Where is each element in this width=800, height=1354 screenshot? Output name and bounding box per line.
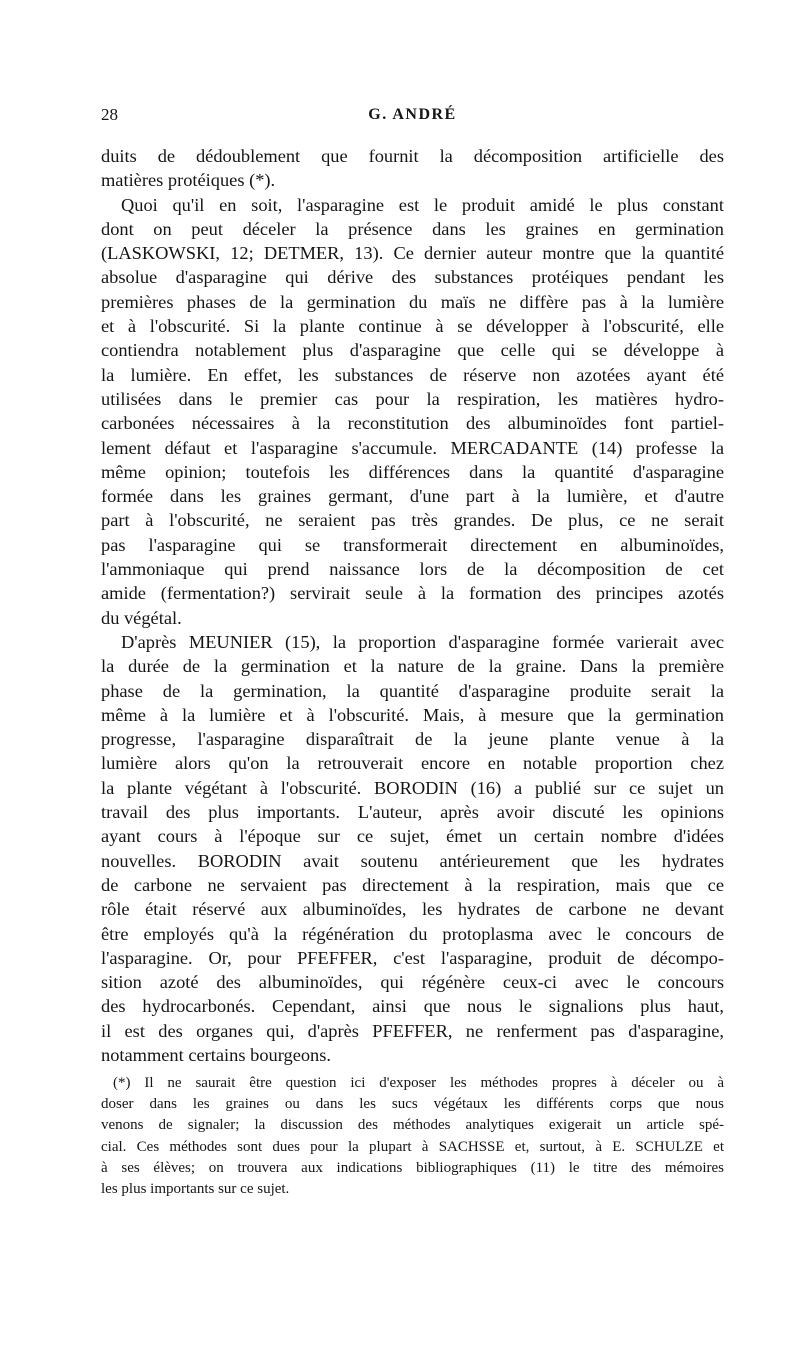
running-head (101, 103, 724, 127)
text-line: amide (fermentation?) servirait seule à la formation des principes azotés (101, 583, 724, 604)
text-line: l'asparagine. Or, pour PFEFFER, c'est l'asparagine, produit de décompo- (101, 947, 724, 968)
text-line: lement défaut et l'asparagine s'accumule. MERCADANTE (14) professe la (101, 437, 724, 458)
text-line: de carbone ne servaient pas directement à la respiration, mais que ce (101, 874, 724, 895)
text-line: et à l'obscurité. Si la plante continue à se développer à l'obscurité, elle (101, 316, 724, 337)
text-line: formée dans les graines germant, d'une part à la lumière, et d'autre (101, 486, 724, 507)
text-line: phase de la germination, la quantité d'asparagine produite serait la (101, 680, 724, 701)
text-line: la plante végétant à l'obscurité. BORODIN (16) a publié sur ce sujet un (101, 777, 724, 798)
text-line: la durée de la germination et la nature de la graine. Dans la première (101, 656, 724, 677)
footnote-line: (*) Il ne saurait être question ici d'exposer les méthodes propres à déceler ou à (113, 1075, 724, 1091)
text-line: sition azoté des albuminoïdes, qui régénère ceux-ci avec le concours (101, 972, 724, 993)
text-line: Quoi qu'il en soit, l'asparagine est le produit amidé le plus constant (121, 194, 724, 215)
text-line: dont on peut déceler la présence dans les graines en germination (101, 218, 724, 239)
text-line: (LASKOWSKI, 12; DETMER, 13). Ce dernier auteur montre que la quantité (101, 243, 724, 264)
text-line: des hydrocarbonés. Cependant, ainsi que nous le signalions plus haut, (101, 996, 724, 1017)
footnote-line: à ses élèves; on trouvera aux indications bibliographiques (11) le titre des mémoires (101, 1159, 724, 1176)
text-line: rôle était réservé aux albuminoïdes, les hydrates de carbone ne devant (101, 899, 724, 920)
page-number: 28 (101, 105, 118, 124)
text-line: la lumière. En effet, les substances de réserve non azotées ayant été (101, 364, 724, 385)
text-line: contiendra notablement plus d'asparagine que celle qui se développe à (101, 340, 724, 361)
footnote-line: venons de signaler; la discussion des méthodes analytiques exigerait un article spé- (101, 1117, 724, 1134)
text-line: même opinion; toutefois les différences dans la quantité d'asparagine (101, 461, 724, 482)
text-line: lumière alors qu'on la retrouverait encore en notable proportion chez (101, 753, 724, 774)
text-line: il est des organes qui, d'après PFEFFER, ne renferment pas d'asparagine, (101, 1020, 724, 1041)
text-line: travail des plus importants. L'auteur, après avoir discuté les opinions (101, 802, 724, 823)
text-line: du végétal. (101, 607, 182, 628)
text-line: premières phases de la germination du maïs ne diffère pas à la lumière (101, 291, 724, 312)
text-line: pas l'asparagine qui se transformerait directement en albuminoïdes, (101, 534, 724, 555)
text-line: utilisées dans le premier cas pour la respiration, les matières hydro- (101, 388, 724, 409)
text-line: nouvelles. BORODIN avait soutenu antérieurement que les hydrates (101, 850, 724, 871)
text-line: absolue d'asparagine qui dérive des substances protéiques pendant les (101, 267, 724, 288)
text-line: notamment certains bourgeons. (101, 1044, 331, 1065)
footnote-line: les plus importants sur ce sujet. (101, 1180, 290, 1197)
text-line: même à la lumière et à l'obscurité. Mais, à mesure que la germination (101, 704, 724, 725)
running-head-author: G. ANDRÉ (368, 106, 457, 123)
text-line: ayant cours à l'époque sur ce sujet, émet un certain nombre d'idées (101, 826, 724, 847)
text-line: progresse, l'asparagine disparaîtrait de la jeune plante venue à la (101, 729, 724, 750)
text-line: part à l'obscurité, ne seraient pas très grandes. De plus, ce ne serait (101, 510, 724, 531)
text-line: D'après MEUNIER (15), la proportion d'asparagine formée varierait avec (121, 631, 724, 652)
text-line: duits de dédoublement que fournit la décomposition artificielle des (101, 146, 724, 166)
text-line: l'ammoniaque qui prend naissance lors de la décomposition de cet (101, 559, 724, 580)
footnote-line: cial. Ces méthodes sont dues pour la plupart à SACHSSE et, surtout, à E. SCHULZE et (101, 1138, 724, 1155)
body-text (101, 144, 724, 1067)
text-line: carbonées nécessaires à la reconstitution des albuminoïdes font partiel- (101, 413, 724, 434)
footnote-line: doser dans les graines ou dans les sucs végétaux les différents corps que nous (101, 1096, 724, 1113)
text-line: matières protéiques (*). (101, 170, 276, 191)
footnote (101, 1073, 724, 1200)
text-line: être employés qu'à la régénération du protoplasma avec le concours de (101, 923, 724, 944)
